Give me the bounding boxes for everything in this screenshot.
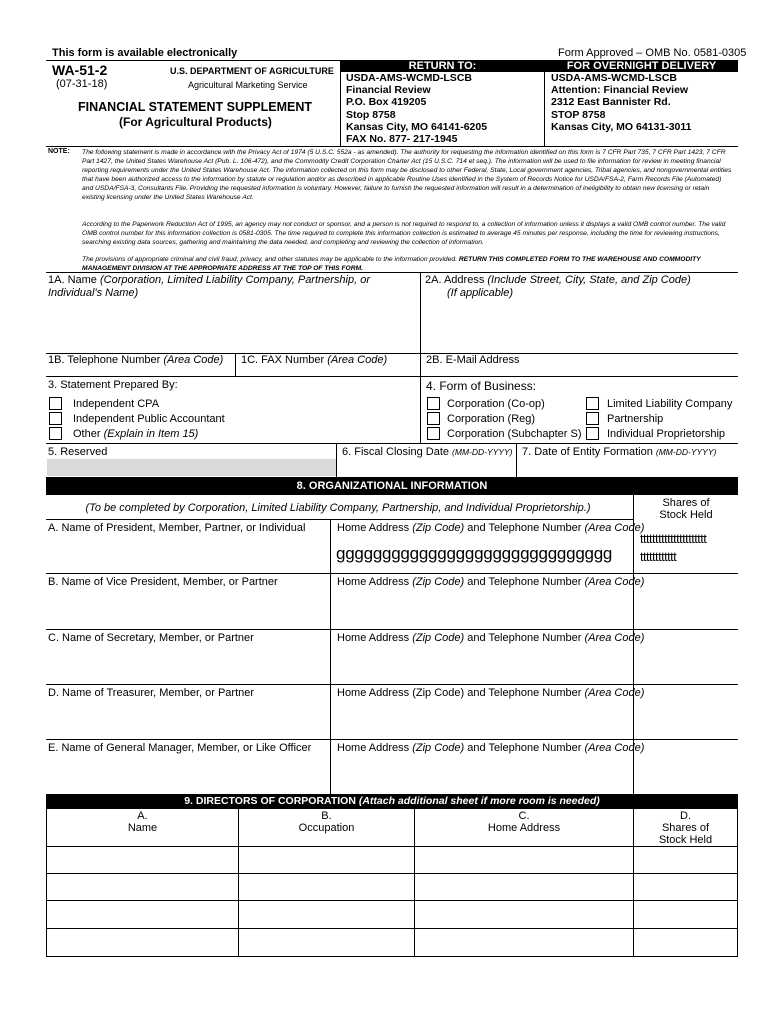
field-4-label: 4. Form of Business: <box>426 379 537 393</box>
vice-president-label: B. Name of Vice President, Member, or Partner <box>48 576 278 588</box>
field-6-label: 6. Fiscal Closing Date (MM-DD-YYYY) <box>342 446 513 458</box>
overnight-address: USDA-AMS-WCMD-LSCB Attention: Financial Review 2312 East Bannister Rd. STOP 8758 Kansas City, MO 64131-3011 <box>551 72 692 133</box>
form-date: (07-31-18) <box>56 78 108 90</box>
section-9-heading: 9. DIRECTORS OF CORPORATION (Attach additional sheet if more room is needed) <box>46 794 738 809</box>
field-2a-input[interactable] <box>425 300 735 350</box>
president-address-input[interactable]: gggggggggggggggggggggggggggggg <box>336 544 613 563</box>
general-manager-address-label: Home Address (Zip Code) and Telephone Number (Area Code) <box>337 742 645 754</box>
note-label: NOTE: <box>48 148 70 155</box>
corp-subchapter-s-label: Corporation (Subchapter S) <box>447 428 582 440</box>
other-checkbox[interactable] <box>49 427 62 440</box>
paperwork-note: According to the Paperwork Reduction Act of 1995, an agency may not conduct or sponsor, and a person is not required to respond to, a collection of information unless it displays a valid OMB control number. The valid OMB control number for this information collection is 0581-0305. The time required to complete this information collection is estimated to average 45 minutes per response, including the time for reviewing instructions, searching existing data sources, gathering and maintaining the data needed, and completing and reviewing the collection of information. <box>82 221 726 246</box>
penalties-note: The provisions of appropriate criminal and civil fraud, privacy, and other statutes may be applicable to the information provided. RETURN THIS COMPLETED FORM TO THE WAREHOUSE AND COMMODITY MANAGEMENT DIVISION AT THE APPROPRIATE ADDRESS AT THE TOP OF THIS FORM. <box>82 256 701 272</box>
privacy-note: The following statement is made in accordance with the Privacy Act of 1974 (5 U.S.C. 552a - as amended). The authority for requesting the information identified on this form is 7 CFR Part 735, 7 CFR Part 1423, 7 CFR Part 1427, the United States Warehouse Act (Pub. L. 106-472), and the Commodity Credit Corporation Charter Act (15 U.S.C. 714 et seq.). The information will be used to file information for review in meeting financial reporting requirements under the United States Warehouse Act. The information collected on this form may be disclosed to other Federal, State, Local government agencies, Tribal agencies, and nongovernmental entities that have been authorized access to the information by statute or regulation and/or as described in applicable Routine Uses identified in the System of Records Notice for USDA/FSA-2, Farm Records File (Automated) and USDA/FSA-3, Consultants File. Providing the requested information is voluntary. However, failure to furnish the requested information will result in a determination of ineligibility to obtain new licensing or retain existing licensing under the United States Warehouse Act. <box>82 149 732 201</box>
form-number: WA-51-2 <box>52 62 108 78</box>
directors-col-occupation: B. Occupation <box>298 810 355 834</box>
director-row-2-name[interactable] <box>47 874 238 900</box>
directors-col-shares: D. Shares of Stock Held <box>658 810 713 846</box>
treasurer-address-label: Home Address (Zip Code) and Telephone Number (Area Code) <box>337 687 645 699</box>
overnight-heading: FOR OVERNIGHT DELIVERY <box>545 60 738 72</box>
corp-subchapter-s-checkbox[interactable] <box>427 427 440 440</box>
form-title: FINANCIAL STATEMENT SUPPLEMENT <box>78 100 313 114</box>
available-electronically: This form is available electronically <box>52 47 238 59</box>
corp-coop-label: Corporation (Co-op) <box>447 398 545 410</box>
corp-reg-checkbox[interactable] <box>427 412 440 425</box>
department: U.S. DEPARTMENT OF AGRICULTURE <box>170 66 334 76</box>
cpa-option-label: Independent CPA <box>73 398 160 410</box>
field-1a-label: 1A. Name (Corporation, Limited Liability Company, Partnership, or Individual's Name) <box>48 274 370 299</box>
director-row-3-name[interactable] <box>47 901 238 928</box>
other-option-label: Other (Explain in Item 15) <box>73 428 199 440</box>
field-2a-label: 2A. Address (Include Street, City, State, and Zip Code) (If applicable) <box>425 274 691 299</box>
secretary-address-label: Home Address (Zip Code) and Telephone Number (Area Code) <box>337 632 645 644</box>
section-8-instruction: (To be completed by Corporation, Limited Liability Company, Partnership, and Individual Proprietorship.) <box>85 502 591 514</box>
field-1c-label: 1C. FAX Number (Area Code) <box>241 354 388 366</box>
form-subtitle: (For Agricultural Products) <box>119 115 272 129</box>
field-1b-label: 1B. Telephone Number (Area Code) <box>48 354 224 366</box>
directors-col-address: C. Home Address <box>487 810 561 834</box>
partnership-label: Partnership <box>607 413 664 425</box>
return-to-address: USDA-AMS-WCMD-LSCB Financial Review P.O. Box 419205 Stop 8758 Kansas City, MO 64141-6205 FAX No. 877- 217-1945 <box>346 72 488 146</box>
treasurer-label: D. Name of Treasurer, Member, or Partner <box>48 687 255 699</box>
director-row-4-name[interactable] <box>47 929 238 956</box>
partnership-checkbox[interactable] <box>586 412 599 425</box>
corp-reg-label: Corporation (Reg) <box>447 413 536 425</box>
shares-column-header: Shares of Stock Held <box>659 497 713 521</box>
general-manager-label: E. Name of General Manager, Member, or Like Officer <box>48 742 312 754</box>
omb-approval: Form Approved – OMB No. 0581-0305 <box>558 47 747 59</box>
vice-president-address-label: Home Address (Zip Code) and Telephone Number (Area Code) <box>337 576 645 588</box>
cpa-checkbox[interactable] <box>49 397 62 410</box>
corp-coop-checkbox[interactable] <box>427 397 440 410</box>
reserved-shaded-area <box>47 459 336 476</box>
president-label: A. Name of President, Member, Partner, or Individual <box>48 522 306 534</box>
field-1a-input[interactable] <box>48 287 378 349</box>
directors-col-name: A. Name <box>127 810 158 834</box>
director-row-1-name[interactable] <box>47 847 238 873</box>
secretary-label: C. Name of Secretary, Member, or Partner <box>48 632 254 644</box>
individual-proprietorship-label: Individual Proprietorship <box>607 428 726 440</box>
president-address-label: Home Address (Zip Code) and Telephone Number (Area Code) <box>337 522 645 534</box>
field-7-label: 7. Date of Entity Formation (MM-DD-YYYY) <box>522 446 717 458</box>
public-accountant-option-label: Independent Public Accountant <box>73 413 225 425</box>
return-to-heading: RETURN TO: <box>341 60 544 72</box>
individual-proprietorship-checkbox[interactable] <box>586 427 599 440</box>
president-shares-input[interactable]: tttttttttttttttttttttt tttttttttttt <box>640 531 707 564</box>
section-8-heading: 8. ORGANIZATIONAL INFORMATION <box>46 478 738 495</box>
public-accountant-checkbox[interactable] <box>49 412 62 425</box>
field-3-label: 3. Statement Prepared By: <box>48 379 178 391</box>
field-5-label: 5. Reserved <box>48 446 108 458</box>
field-2b-label: 2B. E-Mail Address <box>426 354 520 366</box>
llc-label: Limited Liability Company <box>607 398 733 410</box>
llc-checkbox[interactable] <box>586 397 599 410</box>
service: Agricultural Marketing Service <box>188 80 308 90</box>
